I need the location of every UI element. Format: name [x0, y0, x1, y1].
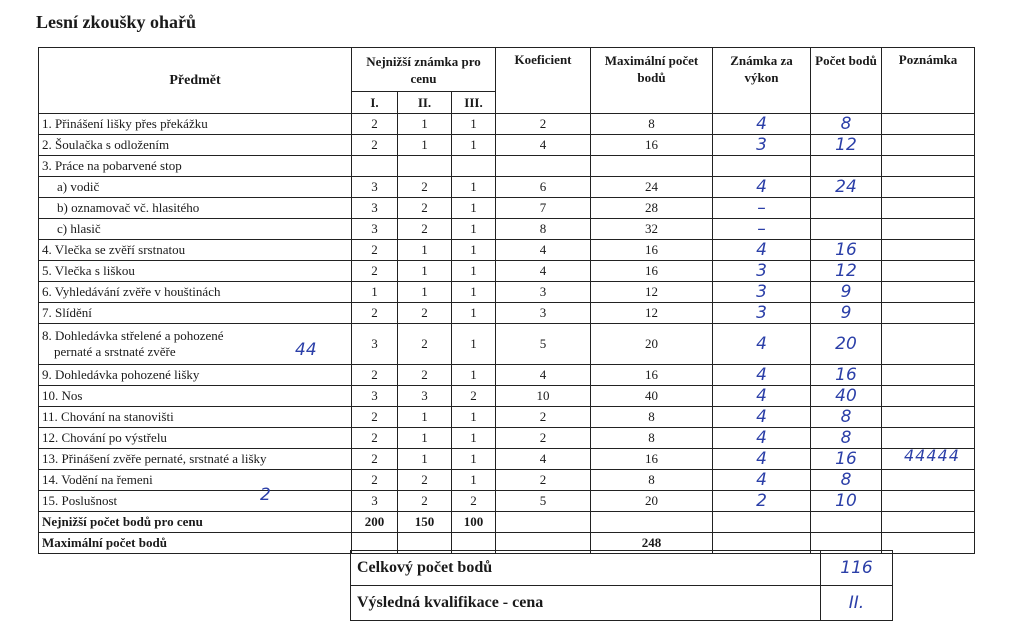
margin-note-row15: 2: [260, 485, 271, 505]
row-max-points: 16: [591, 240, 713, 261]
row-grade: 3: [713, 135, 811, 156]
row-prize-3: 1: [452, 407, 496, 428]
row-coefficient: 5: [496, 324, 591, 365]
row-subject: 6. Vyhledávání zvěře v houštinách: [39, 282, 352, 303]
row-points: [811, 198, 882, 219]
row-grade: 4: [713, 365, 811, 386]
row-subject: 7. Slídění: [39, 303, 352, 324]
row-prize-2: 1: [398, 428, 452, 449]
row-note: [882, 470, 975, 491]
row-coefficient: 10: [496, 386, 591, 407]
row-prize-2: 2: [398, 198, 452, 219]
row-prize-1: 2: [352, 407, 398, 428]
row-max-points: 8: [591, 407, 713, 428]
row-max-points: 8: [591, 428, 713, 449]
row-prize-2: 1: [398, 261, 452, 282]
row-subject: 13. Přinášení zvěře pernaté, srstnaté a lišky: [39, 449, 352, 470]
row-grade: 4: [713, 177, 811, 198]
row-max-points: 12: [591, 303, 713, 324]
row-coefficient: [496, 156, 591, 177]
row-prize-1: 3: [352, 219, 398, 240]
row-prize-1: [352, 156, 398, 177]
row-prize-3: 1: [452, 470, 496, 491]
row-subject: 4. Vlečka se zvěří srstnatou: [39, 240, 352, 261]
row-max-points: 16: [591, 449, 713, 470]
max-total-label: Maximální počet bodů: [39, 533, 352, 554]
row-note: [882, 114, 975, 135]
row-prize-1: 2: [352, 470, 398, 491]
row-grade: 4: [713, 428, 811, 449]
row-prize-2: 1: [398, 282, 452, 303]
row-subject: 14. Vodění na řemeni: [39, 470, 352, 491]
result-label: Výsledná kvalifikace - cena: [351, 586, 821, 621]
row-coefficient: 8: [496, 219, 591, 240]
row-grade: [713, 156, 811, 177]
row-prize-1: 3: [352, 198, 398, 219]
row-prize-1: 2: [352, 365, 398, 386]
row-note: [882, 303, 975, 324]
row-prize-1: 2: [352, 261, 398, 282]
row-grade: 4: [713, 114, 811, 135]
row-prize-2: 2: [398, 470, 452, 491]
header-max-points: Maximální počet bodů: [591, 48, 713, 114]
table-row: [39, 491, 975, 512]
table-row: [39, 282, 975, 303]
header-coefficient: Koeficient: [496, 48, 591, 114]
row-note: [882, 240, 975, 261]
min-points-prize-2: 150: [398, 512, 452, 533]
row-prize-3: [452, 156, 496, 177]
row-note: [882, 324, 975, 365]
row-max-points: [591, 156, 713, 177]
row-prize-2: 2: [398, 324, 452, 365]
row-points: 8: [811, 114, 882, 135]
row-prize-2: 3: [398, 386, 452, 407]
row-prize-3: 2: [452, 386, 496, 407]
header-subject: Předmět: [39, 48, 352, 114]
header-prize-2: II.: [398, 92, 452, 114]
max-total-value: 248: [591, 533, 713, 554]
row-prize-1: 1: [352, 282, 398, 303]
row-max-points: 20: [591, 491, 713, 512]
row-prize-2: 1: [398, 407, 452, 428]
row-prize-2: [398, 156, 452, 177]
row-points: 9: [811, 282, 882, 303]
row-prize-3: 1: [452, 449, 496, 470]
row-grade: 4: [713, 449, 811, 470]
header-note: Poznámka: [882, 48, 975, 114]
row-prize-3: 1: [452, 282, 496, 303]
row-max-points: 24: [591, 177, 713, 198]
header-prize-1: I.: [352, 92, 398, 114]
row-max-points: 16: [591, 365, 713, 386]
row-max-points: 8: [591, 470, 713, 491]
table-body: [39, 114, 975, 512]
row-coefficient: 4: [496, 449, 591, 470]
row-points: 40: [811, 386, 882, 407]
total-points-value: 116: [821, 551, 893, 586]
row-points: 12: [811, 261, 882, 282]
min-points-label: Nejnižší počet bodů pro cenu: [39, 512, 352, 533]
row-subject: 9. Dohledávka pohozené lišky: [39, 365, 352, 386]
row-prize-1: 3: [352, 386, 398, 407]
header-points: Počet bodů: [811, 48, 882, 114]
row-subject-line-1: 8. Dohledávka střelené a pohozené: [42, 328, 224, 343]
table-row: [39, 135, 975, 156]
row-subject: 15. Poslušnost: [39, 491, 352, 512]
table-row: [39, 114, 975, 135]
row-points: [811, 219, 882, 240]
row-points: 16: [811, 365, 882, 386]
row-prize-1: 3: [352, 177, 398, 198]
row-prize-2: 2: [398, 491, 452, 512]
row-grade: 3: [713, 261, 811, 282]
row-prize-2: 2: [398, 219, 452, 240]
row-prize-3: 1: [452, 177, 496, 198]
row-subject: c) hlasič: [39, 219, 352, 240]
result-value: II.: [821, 586, 893, 621]
row-max-points: 12: [591, 282, 713, 303]
row-prize-2: 1: [398, 114, 452, 135]
row-grade: –: [713, 198, 811, 219]
row-points: 8: [811, 470, 882, 491]
margin-note-row8: 44: [295, 340, 317, 360]
row-coefficient: 4: [496, 135, 591, 156]
header-prize-3: III.: [452, 92, 496, 114]
table-row: [39, 449, 975, 470]
row-prize-3: 1: [452, 365, 496, 386]
table-row: [39, 428, 975, 449]
row-coefficient: 2: [496, 407, 591, 428]
row-coefficient: 4: [496, 365, 591, 386]
row-subject: 5. Vlečka s liškou: [39, 261, 352, 282]
row-note: [882, 365, 975, 386]
row-grade: 4: [713, 470, 811, 491]
row-prize-3: 1: [452, 240, 496, 261]
row-grade: 4: [713, 407, 811, 428]
row-grade: 4: [713, 324, 811, 365]
row-points: 16: [811, 240, 882, 261]
total-points-label: Celkový počet bodů: [351, 551, 821, 586]
row-subject: b) oznamovač vč. hlasitého: [39, 198, 352, 219]
row-prize-1: 2: [352, 114, 398, 135]
table-row: [39, 156, 975, 177]
row-grade: 4: [713, 240, 811, 261]
row-subject: 10. Nos: [39, 386, 352, 407]
row-coefficient: 6: [496, 177, 591, 198]
row-note: [882, 491, 975, 512]
row-max-points: 8: [591, 114, 713, 135]
row-prize-1: 2: [352, 428, 398, 449]
row-points: 8: [811, 428, 882, 449]
row-points: 10: [811, 491, 882, 512]
row-note: [882, 261, 975, 282]
min-points-prize-3: 100: [452, 512, 496, 533]
row-prize-3: 1: [452, 324, 496, 365]
row-note: [882, 177, 975, 198]
summary-table: [350, 550, 893, 621]
row-subject: 3. Práce na pobarvené stop: [39, 156, 352, 177]
table-row: [39, 407, 975, 428]
table-row: [39, 219, 975, 240]
row-grade: –: [713, 219, 811, 240]
score-table: [38, 47, 975, 554]
row-points: 9: [811, 303, 882, 324]
row-max-points: 16: [591, 135, 713, 156]
row-prize-1: 3: [352, 324, 398, 365]
row-subject: 12. Chování po výstřelu: [39, 428, 352, 449]
row-max-points: 28: [591, 198, 713, 219]
page-title: Lesní zkoušky ohařů: [36, 12, 197, 32]
row-points: 12: [811, 135, 882, 156]
row-note: [882, 135, 975, 156]
row-coefficient: 4: [496, 240, 591, 261]
row-subject-line-2: pernaté a srstnaté zvěře: [54, 344, 176, 359]
row-prize-3: 1: [452, 135, 496, 156]
row-note: [882, 198, 975, 219]
table-row: [39, 470, 975, 491]
row-coefficient: 2: [496, 428, 591, 449]
row-points: 20: [811, 324, 882, 365]
row-note: [882, 156, 975, 177]
row-prize-1: 2: [352, 303, 398, 324]
header-min-grade-label: Nejnižší známka pro cenu: [366, 53, 481, 86]
table-row: [39, 303, 975, 324]
row-coefficient: 2: [496, 470, 591, 491]
row-note: [882, 407, 975, 428]
row-note: [882, 282, 975, 303]
table-row: [39, 261, 975, 282]
row-subject: a) vodič: [39, 177, 352, 198]
table-row: [39, 198, 975, 219]
row-coefficient: 2: [496, 114, 591, 135]
row-prize-2: 1: [398, 135, 452, 156]
row-prize-3: 1: [452, 198, 496, 219]
row-coefficient: 7: [496, 198, 591, 219]
row-prize-3: 1: [452, 428, 496, 449]
row-coefficient: 3: [496, 303, 591, 324]
row-prize-3: 1: [452, 114, 496, 135]
row-prize-3: 2: [452, 491, 496, 512]
min-points-prize-1: 200: [352, 512, 398, 533]
row-prize-2: 1: [398, 449, 452, 470]
row-grade: 4: [713, 386, 811, 407]
row-prize-2: 2: [398, 365, 452, 386]
row-grade: 2: [713, 491, 811, 512]
row-prize-2: 2: [398, 303, 452, 324]
row-prize-1: 2: [352, 449, 398, 470]
row-coefficient: 3: [496, 282, 591, 303]
table-row: [39, 365, 975, 386]
table-row: [39, 240, 975, 261]
row-prize-2: 1: [398, 240, 452, 261]
row-prize-1: 2: [352, 240, 398, 261]
row-max-points: 40: [591, 386, 713, 407]
table-row: [39, 324, 975, 365]
table-row: [39, 386, 975, 407]
row-note: [882, 386, 975, 407]
row-prize-3: 1: [452, 303, 496, 324]
row-subject: 1. Přinášení lišky přes překážku: [39, 114, 352, 135]
row-points: 8: [811, 407, 882, 428]
row-max-points: 16: [591, 261, 713, 282]
row-prize-3: 1: [452, 261, 496, 282]
row-points: 16: [811, 449, 882, 470]
row-note: [882, 219, 975, 240]
row-subject: 2. Šoulačka s odložením: [39, 135, 352, 156]
header-min-grade: [352, 48, 496, 92]
row-prize-3: 1: [452, 219, 496, 240]
table-row: [39, 177, 975, 198]
row-max-points: 20: [591, 324, 713, 365]
row-grade: 3: [713, 303, 811, 324]
row-coefficient: 5: [496, 491, 591, 512]
row-subject: 11. Chování na stanovišti: [39, 407, 352, 428]
row-coefficient: 4: [496, 261, 591, 282]
margin-note-row13: 44444: [904, 446, 960, 465]
row-prize-2: 2: [398, 177, 452, 198]
header-grade: Známka za výkon: [713, 48, 811, 114]
row-grade: 3: [713, 282, 811, 303]
row-max-points: 32: [591, 219, 713, 240]
row-prize-1: 3: [352, 491, 398, 512]
row-prize-1: 2: [352, 135, 398, 156]
row-points: [811, 156, 882, 177]
row-points: 24: [811, 177, 882, 198]
